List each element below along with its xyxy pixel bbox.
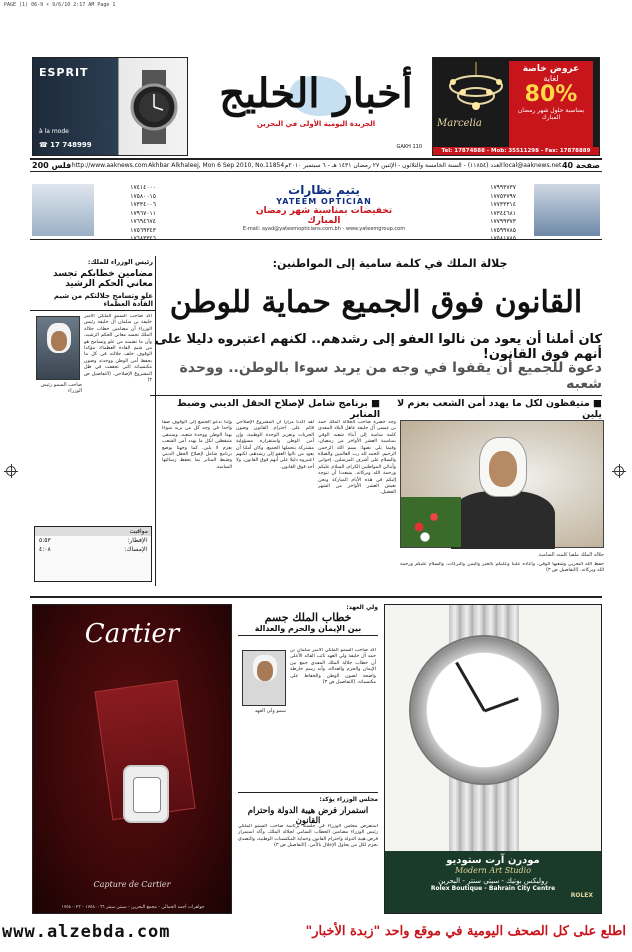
masthead-title: أخبار الخليج [219,70,413,117]
masthead-code: GAKH 110 [396,144,422,150]
esprit-tel: ☎ 17 748999 [39,141,92,149]
email[interactable]: local@aaknews.net [503,162,562,169]
chandelier-icon [441,62,511,116]
issue-ar: العدد (١١٨٥٤) - السنة الخامسة والثلاثون - الإثنين ٢٧ رمضان ١٤٣١ هـ - ٦ سبتمبر ٢٠١٠م [284,162,503,169]
cp-subhead: بين الإيمان والحزم والعدالة [238,624,378,636]
dateline-bar [30,158,602,172]
masthead-subtitle: الجريدة اليومية الأولى في البحرين [256,120,376,128]
registration-mark-left [6,466,16,476]
offer-percent: 80% [524,82,578,107]
lead-body-col-2: لقد أكدنا مرارا أن المشروع الإصلاحي قائم على احترام القانون وصون الحريات وتعزيز الوحدة الوطنية، وإن أمن الوطن واستقراره مسؤولية مشتركة يتحملها الجميع. وكان أملنا أن يعود من نالوا العفو إلى رشدهم، لكنهم اعتبروه دليلا على أنهم فوق القانون، ولا أحد فوق القانون. [236,420,314,470]
king-photo [400,420,604,548]
cartier-ad[interactable] [32,604,232,914]
divider [238,792,378,793]
section-rule [30,596,602,598]
crown-prince-column [238,604,378,914]
price: 200 فلس [32,161,72,170]
rolex-ad[interactable] [384,604,602,914]
watermark-tagline: اطلع على كل الصحف اليومية في موقع واحد "زبدة الأخبار" [305,924,626,939]
phones-left [96,184,156,244]
rolex-boutique-ar: روليكس بوتيك - سيتي سنتر - البحرين [438,877,548,885]
issue-en: Akhbar Alkhaleej, Mon 6 Sep 2010, No.11854 [148,162,285,169]
pm-subhead: علو وتسامح جلالتكم من شيم القادة العظماء [30,290,155,311]
marcelia-brand: Marcelia [437,118,482,129]
pm-photo [36,316,80,380]
phone-line: ١٧٦٨٣٣٤٦ [130,235,156,242]
yateem-ad[interactable] [240,184,408,238]
cp-photo-caption: سمو ولي العهد [254,708,286,714]
pm-kicker: رئيس الوزراء للملك: [87,258,153,266]
rolex-dealer-ar: مودرن آرت ستوديو [446,855,540,866]
cartier-caption: Capture de Cartier [93,880,171,889]
pm-body: أكد صاحب السمو الملكي الأمير خليفة بن سلمان آل خليفة رئيس الوزراء أن مضامين خطاب جلالة الملك تجسد معاني الحكم الرشيد، وأن ما تضمنه من علو وتسامح هو من شيم القادة العظماء، مؤكدا الوقوف خلف جلالته في كل ما يحفظ أمن الوطن ووحدته وصون مكتسباته التي تحققت في ظل المشروع الإصلاحي. (التفاصيل ص ٣) [84,314,152,384]
watch-icon [128,70,180,144]
lead-subheads [150,398,602,420]
offer-title: عروض خاصة [522,64,580,74]
yateem-email: E-mail: ayad@yateemopticians.com.bh - www.yateemgroup.com [242,226,406,232]
phone-line: ١٧٥٦٩٣٤٣ [130,226,156,234]
phone-line: ١٧٩٦٧٠١١ [130,209,156,217]
rolex-boutique-en: Rolex Boutique - Bahrain City Centre [430,885,556,892]
rolex-crown-logo: ROLEX [570,892,593,899]
lead-kicker: جلالة الملك في كلمة سامية إلى المواطنين: [272,257,508,270]
rolex-footer [385,851,601,913]
esprit-ad[interactable] [32,57,188,156]
phone-line: ١٧٦٩٤٦٧٤ [130,218,156,225]
subhead-left: ■ متيقظون لكل ما يهدد أمن الشعب بعزم لا يلين [397,398,602,420]
subhead-right: ■ برنامج شامل لإصلاح الحقل الديني وضبط المنابر [176,398,381,420]
phone-line: ١٧٥٨١٧٨٥ [490,235,516,242]
marcelia-ad[interactable] [432,57,600,156]
website[interactable]: http://www.aaknews.com [71,162,148,169]
prayer-title: مواقيت [35,527,151,536]
phone-line: ١٧٥٨٠٠١٥ [130,192,156,200]
masthead[interactable] [208,68,424,152]
print-slug: PAGE (1) 06-9 ☀ 9/6/10 2:17 AM Page 1 [4,2,116,8]
watch-icon [123,765,169,823]
pm-column [30,256,156,586]
cabinet-headline[interactable]: استمرار فرض هيبة الدولة واحترام القانون [247,806,369,826]
yateem-promo: تخفيضات بمناسبة شهر رمضان المبارك [255,206,393,226]
pm-photo-caption: صاحب السمو رئيس الوزراء [40,382,82,394]
yateem-name-ar: يتيم نظارات [288,183,360,197]
cabinet-kicker: مجلس الوزراء يؤكد: [319,796,378,803]
watermark-footer [0,918,632,952]
esprit-mode: à la mode [39,128,69,135]
phone-line: ١٧٧٣٣٣١٤ [490,201,516,208]
registration-mark-right [614,466,624,476]
cartier-address: جواهرات أحمد الحمالي - مجمع البحرين - سيتي سنتر ١٧٥٨٠٠٦٦ - ١٧٥٨٠٠٢٣ [61,905,205,910]
phone-line: ١٧٩٩٣٧٣٧ [490,184,516,191]
cp-body: أكد صاحب السمو الملكي الأمير سلمان بن حمد آل خليفة ولي العهد نائب القائد الأعلى أن خطاب جلالة الملك المفدى جمع بين الإيمان والحزم والعدالة، وأنه رسم خارطة واضحة لصون الوطن والحفاظ على مكتسباته. (التفاصيل ص ٣) [290,648,376,686]
cp-photo [242,650,286,706]
phone-line: ١٧٣٤٤٦٨١ [490,209,516,217]
phone-line: ١٧٤١٤٠٠٠ [130,184,156,191]
marcelia-offer [509,61,593,153]
prayer-times-box [34,526,152,582]
phone-line: ١٧٧٥٣٧٩٧ [490,192,516,200]
model-image [32,184,94,236]
phone-line: ١٧٥٩٩٧٨٥ [490,226,516,234]
cp-headline[interactable]: خطاب الملك جسم [264,611,352,624]
marcelia-phones: Tel: 17874888 - Mob: 35511298 - Fax: 17878889 [433,147,599,155]
king-photo-caption: جلالة الملك ملقيا كلمته السامية. [537,552,604,558]
lead-headline[interactable]: القانون فوق الجميع حماية للوطن [169,285,583,320]
lead-deck-1: كان أملنا أن يعود من نالوا العفو إلى رشدهم.. لكنهم اعتبروه دليلا على أنهم فوق القانون! [154,332,602,362]
prayer-row: الإفطار: ٥:٥٣ [39,537,147,544]
lead-body-under-photo: حفظ الله البحرين وشعبها الوفي، وأعاده علينا وعليكم بالخير واليمن والبركات، والسلام عليكم ورحمة الله وبركاته. (التفاصيل ص ٣) [400,562,604,574]
cabinet-body: استعرض مجلس الوزراء في جلسته برئاسة صاحب السمو الملكي رئيس الوزراء مضامين الخطاب السامي لجلالة الملك، وأكد استمرار فرض هيبة الدولة واحترام القانون وحماية المكتسبات الوطنية، والتصدي بحزم لكل من يحاول الإخلال بالأمن. (التفاصيل ص ٣) [238,824,378,849]
rolex-dealer-en: Modern Art Studio [454,866,532,875]
watermark-url[interactable]: www.alzebda.com [2,922,171,942]
prayer-row: الإمساك: ٤:٠٨ [39,546,147,553]
product-image [534,184,600,236]
phone-line: ١٧٣٣٤٠٠٦ [130,201,156,208]
phones-right [450,184,516,244]
phone-line: ١٧٧٩٩٣٧٣ [490,218,516,225]
lead-body-col-3: وإننا ندعو الجميع إلى الوقوف صفا واحدا في وجه كل من يريد سوءا بهذا الوطن ووحدة شعبه، وسنبقى متيقظين لكل ما يهدد أمن الشعب بعزم لا يلين. كما وجهنا بوضع برنامج شامل لإصلاح الحقل الديني وضبط المنابر بما يحفظ رسالتها السامية. [162,420,232,470]
lead-deck-2: دعوة للجميع أن يقفوا في وجه من يريد سوءا بالوطن.. ووحدة شعبه [179,360,602,392]
page-count: 40 صفحة [561,161,600,170]
divider [150,395,602,396]
pm-headline[interactable]: مضامين خطابكم تجسد معاني الحكم الرشيد [53,269,153,289]
offer-upto: لغاية [543,74,559,83]
cp-kicker: ولي العهد: [346,604,378,611]
cartier-brand: Cartier [84,619,180,649]
esprit-brand: ESPRIT [39,66,89,79]
offer-text: بمناسبة حلول شهر رمضان المبارك [517,107,585,121]
yateem-name-en: YATEEM OPTICIAN [276,197,372,206]
lead-body-col-1: وجه حضرة صاحب الجلالة الملك حمد بن عيسى آل خليفة عاهل البلاد المفدى كلمة سامية إلى أبناء شعبه الوفي بمناسبة العشر الأواخر من رمضان، وفيما يلي نصها: بسم الله الرحمن الرحيم، الحمد لله رب العالمين والصلاة والسلام على أشرف المرسلين. إخواني وأبنائي المواطنين الكرام، السلام عليكم ورحمة الله وبركاته. يسعدنا أن نتوجه إليكم في هذه الأيام المباركة ونحن نعيش العشر الأواخر من الشهر الفضيل. [318,420,396,496]
